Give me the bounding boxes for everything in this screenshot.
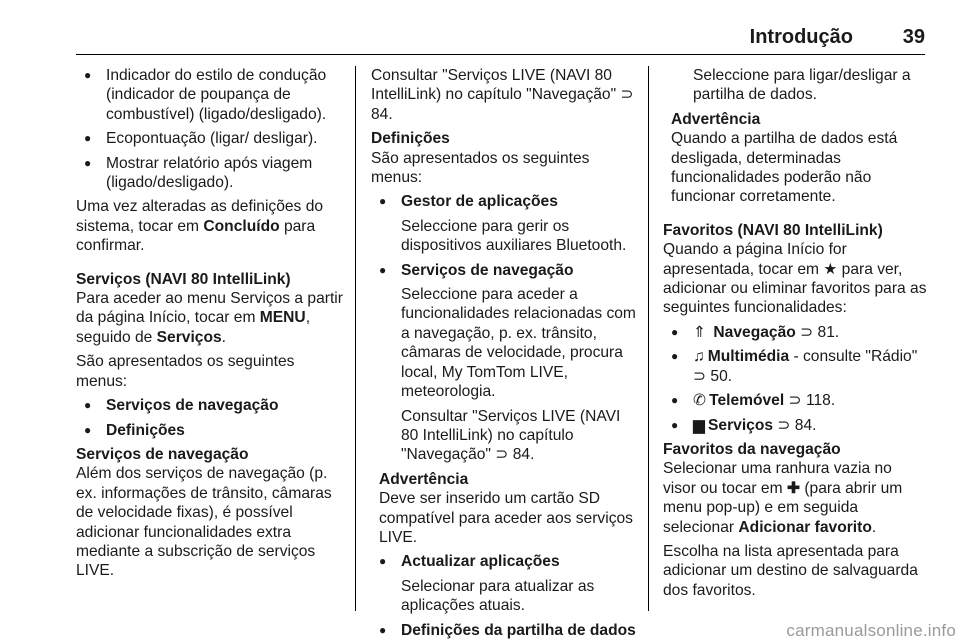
note-text: Quando a partilha de dados está desligada, determinadas funcionalidades poderão não funcionar corretamente. bbox=[671, 130, 898, 206]
paragraph: Quando a página Início for apresentada, tocar em ★ para ver, adicionar ou eliminar favoritos para as seguintes funcionalidades: bbox=[663, 241, 927, 317]
note-title: Advertência bbox=[379, 470, 469, 488]
phone-icon: ✆ bbox=[693, 392, 707, 410]
list-item: ● ▆ Serviços ⊃ 84. bbox=[663, 416, 928, 435]
list-item: ● Indicador do estilo de condução (indicador de poupança de combustível) (ligado/desligado). bbox=[76, 66, 348, 124]
list-item: ● Gestor de aplicações bbox=[371, 192, 636, 211]
watermark: carmanualsonline.info bbox=[786, 620, 956, 640]
section-heading: Definições bbox=[371, 130, 450, 148]
reference-icon: ⊃ bbox=[620, 86, 634, 104]
item-description: Selecionar para atualizar as aplicações atuais. bbox=[401, 577, 595, 615]
paragraph: São apresentados os seguintes menus: bbox=[76, 353, 295, 390]
list-item: ● Definições da partilha de dados bbox=[371, 621, 636, 640]
item-description: Seleccione para gerir os dispositivos auxiliares Bluetooth. bbox=[401, 217, 627, 255]
note-text: Deve ser inserido um cartão SD compatível para aceder aos serviços LIVE. bbox=[379, 490, 633, 546]
section-heading: Serviços (NAVI 80 IntelliLink) bbox=[76, 270, 291, 288]
column-2 bbox=[371, 66, 636, 639]
item-description: Seleccione para ligar/desligar a partilha de dados. bbox=[693, 67, 911, 104]
list-item: ● Ecopontuação (ligar/ desligar). bbox=[76, 129, 348, 148]
section-heading: Favoritos da navegação bbox=[663, 440, 841, 458]
list-item: ● ⇑ Navegação ⊃ 81. bbox=[663, 323, 928, 342]
paragraph: Para aceder ao menu Serviços a partir da página Início, tocar em MENU, seguido de Serviços. bbox=[76, 290, 343, 346]
reference-icon: ⊃ bbox=[495, 446, 509, 464]
list-item: ● Mostrar relatório após viagem (ligado/desligado). bbox=[76, 154, 348, 193]
plus-icon: ✚ bbox=[786, 479, 801, 497]
paragraph: Uma vez alteradas as definições do sistema, tocar em Concluído para confirmar. bbox=[76, 198, 324, 255]
item-description: Consultar "Serviços LIVE (NAVI 80 IntelliLink) no capítulo "Navegação" ⊃ 84. bbox=[401, 407, 621, 464]
list-item: ● Actualizar aplicações bbox=[371, 552, 636, 571]
briefcase-icon: ▆ bbox=[693, 416, 705, 434]
paragraph: Consultar "Serviços LIVE (NAVI 80 IntelliLink) no capítulo "Navegação" ⊃ 84. bbox=[371, 67, 634, 123]
page-title: Introdução bbox=[749, 26, 853, 48]
paragraph: Além dos serviços de navegação (p. ex. informações de trânsito, câmaras de velocidade fixas), é possível adicionar funcionalidades extra mediante a subscrição de serviços LIVE. bbox=[76, 465, 332, 580]
list-item: ● Serviços de navegação bbox=[371, 261, 636, 280]
reference-icon: ⊃ bbox=[693, 367, 707, 385]
note-title: Advertência bbox=[671, 110, 761, 128]
note-box bbox=[663, 110, 928, 207]
reference-icon: ⊃ bbox=[777, 416, 791, 434]
column-3 bbox=[663, 66, 928, 622]
list-item: ● ✆ Telemóvel ⊃ 118. bbox=[663, 391, 928, 410]
column-divider bbox=[648, 66, 649, 611]
page-header bbox=[76, 26, 925, 55]
list-item: ● Serviços de navegação bbox=[76, 396, 348, 415]
paragraph: Selecionar uma ranhura vazia no visor ou tocar em ✚ (para abrir um menu pop-up) e em seguida selecionar Adicionar favorito. bbox=[663, 460, 903, 536]
reference-icon: ⊃ bbox=[788, 392, 802, 410]
list-item: ● ♫ Multimédia - consulte "Rádio" ⊃ 50. bbox=[663, 347, 928, 386]
reference-icon: ⊃ bbox=[800, 323, 814, 341]
section-heading: Serviços de navegação bbox=[76, 445, 249, 463]
column-divider bbox=[355, 66, 356, 611]
column-1 bbox=[76, 66, 348, 622]
page-number: 39 bbox=[902, 26, 925, 48]
section-heading: Favoritos (NAVI 80 IntelliLink) bbox=[663, 221, 883, 239]
item-description: Seleccione para aceder a funcionalidades relacionadas com a navegação, p. ex. trânsito, câmaras de velocidade, procura local, My TomTom LIVE, meteorologia. bbox=[401, 286, 636, 401]
note-box bbox=[371, 470, 636, 548]
paragraph: São apresentados os seguintes menus: bbox=[371, 149, 590, 187]
list-item: ● Definições bbox=[76, 421, 348, 440]
home-icon: ⇑ bbox=[693, 323, 707, 341]
paragraph: Escolha na lista apresentada para adicionar um destino de salvaguarda dos favoritos. bbox=[663, 542, 918, 599]
music-icon: ♫ bbox=[693, 348, 705, 366]
